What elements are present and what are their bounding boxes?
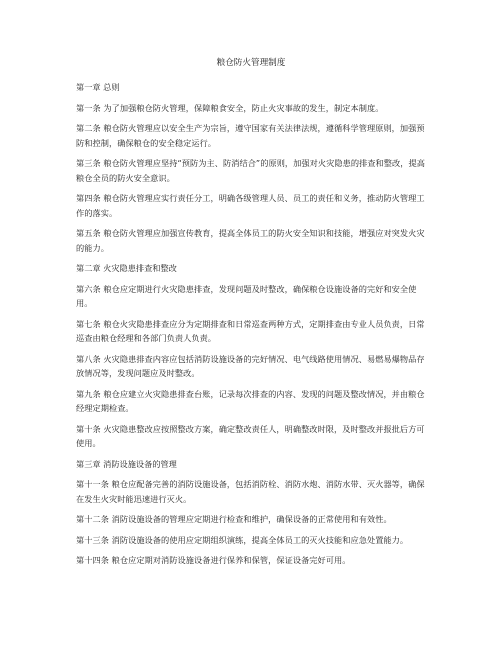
article-7: 第七条 粮仓火灾隐患排查应分为定期排查和日常巡查两种方式，定期排查由专业人员负责，日常巡查由粮仓经理和各部门负责人负责。 <box>76 318 425 343</box>
article-11: 第十一条 粮仓应配备完善的消防设施设备，包括消防栓、消防水炮、消防水带、灭火器等，确保在发生火灾时能迅速进行灭火。 <box>76 479 425 504</box>
article-13: 第十三条 消防设施设备的使用应定期组织演练，提高全体员工的灭火技能和应急处置能力。 <box>76 534 409 545</box>
article-2: 第二条 粮仓防火管理应以安全生产为宗旨，遵守国家有关法律法规，遵循科学管理原则，加强预防和控制，确保粮仓的安全稳定运行。 <box>76 123 425 148</box>
article-5: 第五条 粮仓防火管理应加强宣传教育，提高全体员工的防火安全知识和技能，增强应对突发火灾的能力。 <box>76 228 425 253</box>
document-title: 粮仓防火管理制度 <box>216 58 286 68</box>
article-4: 第四条 粮仓防火管理应实行责任分工，明确各级管理人员、员工的责任和义务，推动防火管理工作的落实。 <box>76 193 425 218</box>
chapter-3-heading: 第三章 消防设施设备的管理 <box>76 458 177 469</box>
article-3: 第三条 粮仓防火管理应坚持“预防为主、防消结合”的原则，加强对火灾隐患的排查和整改，提高粮仓全员的防火安全意识。 <box>76 158 425 183</box>
article-6: 第六条 粮仓应定期进行火灾隐患排查，发现问题及时整改，确保粮仓设施设备的完好和安全使用。 <box>76 283 417 308</box>
chapter-1-heading: 第一章 总则 <box>76 82 120 92</box>
article-10: 第十条 火灾隐患整改应按照整改方案，确定整改责任人，明确整改时限，及时整改并报批后方可使用。 <box>76 423 425 448</box>
document-body <box>76 80 432 574</box>
chapter-2-heading: 第二章 火灾隐患排查和整改 <box>76 263 177 273</box>
article-1: 第一条 为了加强粮仓防火管理，保障粮食安全，防止火灾事故的发生，制定本制度。 <box>76 102 384 113</box>
article-12: 第十二条 消防设施设备的管理应定期进行检查和维护，确保设备的正常使用和有效性。 <box>76 514 392 524</box>
article-14: 第十四条 粮仓应定期对消防设施设备进行保养和保管，保证设备完好可用。 <box>76 555 351 565</box>
article-9: 第九条 粮仓应建立火灾隐患排查台账，记录每次排查的内容、发现的问题及整改情况，并由粮仓经理定期检查。 <box>76 388 425 413</box>
article-8: 第八条 火灾隐患排查内容应包括消防设施设备的完好情况、电气线路使用情况、易燃易爆物品存放情况等，发现问题应及时整改。 <box>76 353 425 378</box>
